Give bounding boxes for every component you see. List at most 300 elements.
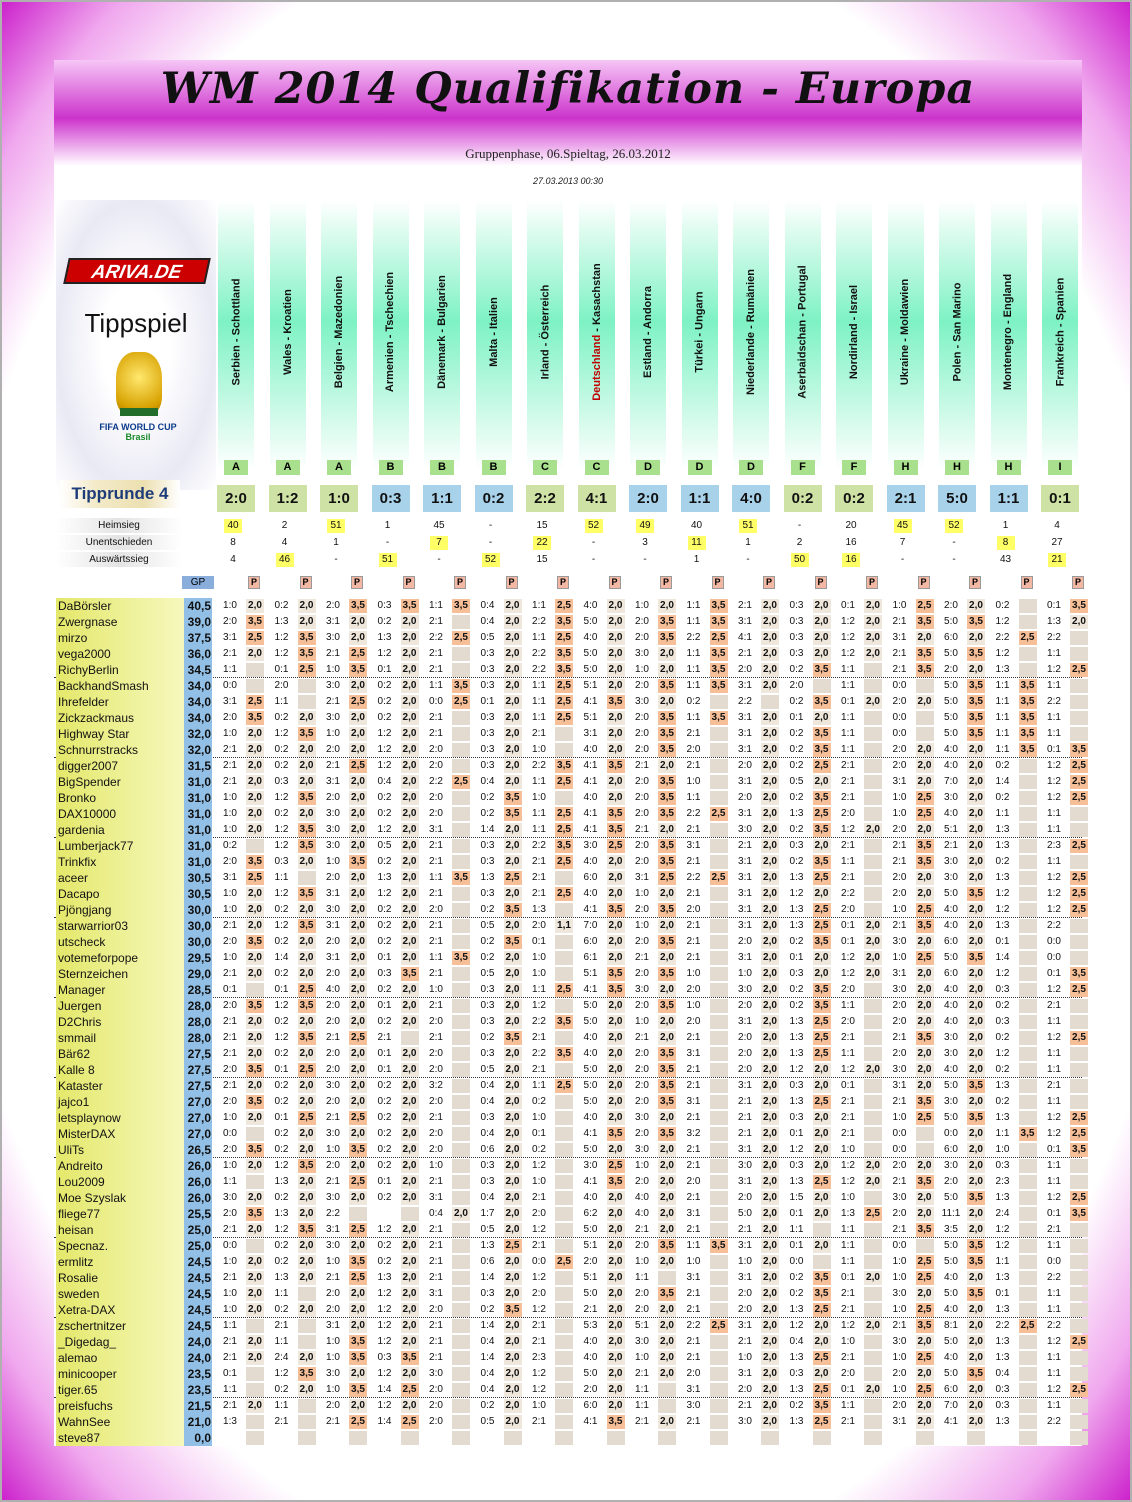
tip-points [710, 1079, 728, 1093]
tip-value: 1:0 [326, 1256, 340, 1267]
tip-points [452, 1415, 470, 1429]
tip-points: 2,0 [401, 1223, 419, 1237]
tip-points: 3,5 [813, 823, 831, 837]
tip-value: 2:1 [635, 760, 649, 771]
tip-value: 0:2 [274, 808, 289, 819]
tip-value: 1:0 [223, 728, 237, 739]
tip-value: 1:1 [1047, 1048, 1061, 1059]
tip-value: 1:0 [532, 1176, 546, 1187]
tip-value: 2:1 [532, 888, 546, 899]
tip-points [555, 871, 573, 885]
tip-value: 0:2 [789, 760, 804, 771]
tip-value: 0:2 [377, 1144, 392, 1155]
tip-points: 2,0 [761, 823, 779, 837]
tip-points: 2,0 [349, 983, 367, 997]
tip-value: 2:0 [635, 632, 649, 643]
tip-points: 2,5 [813, 1047, 831, 1061]
tip-points: 2,5 [916, 1255, 934, 1269]
tip-points: 3,5 [813, 1287, 831, 1301]
player-name: minicooper [56, 1366, 184, 1382]
tip-points [298, 1287, 316, 1301]
tip-value: 0:1 [223, 984, 237, 995]
tip-points: 2,0 [401, 1191, 419, 1205]
tip-points [864, 903, 882, 917]
tip-points: 2,0 [298, 1191, 316, 1205]
tip-value: 1:0 [223, 600, 237, 611]
tip-points [298, 679, 316, 693]
stat-value: 40 [690, 520, 703, 531]
tip-points: 2,0 [246, 791, 264, 805]
stat-value: 51 [739, 519, 757, 533]
tip-value [272, 1431, 292, 1445]
tip-value: 2:1 [841, 1096, 855, 1107]
tip-points [1070, 935, 1088, 949]
tip-points: 2,0 [607, 1351, 625, 1365]
page-subtitle: Gruppenphase, 06.Spieltag, 26.03.2012 [465, 146, 671, 161]
tip-points [1070, 823, 1088, 837]
table-row [54, 1286, 1082, 1302]
tip-value: 2:0 [326, 1288, 340, 1299]
game-name [682, 202, 718, 462]
tip-value: 1:1 [532, 1080, 546, 1091]
tip-points: 2,0 [761, 663, 779, 677]
tip-value: 2:0 [223, 712, 237, 723]
tip-value: 0:3 [480, 1000, 495, 1011]
tip-value: 3:1 [892, 968, 907, 979]
tip-value: 1:1 [995, 728, 1010, 739]
table-row [54, 982, 1086, 998]
tip-points [1070, 1287, 1088, 1301]
tip-value: 1:3 [223, 1416, 237, 1427]
tip-value: 5:0 [944, 1112, 958, 1123]
player-points: 30,5 [184, 870, 212, 886]
tip-value: 2:1 [686, 920, 701, 931]
tip-points: 3,5 [452, 679, 470, 693]
tip-value: 0:2 [274, 744, 289, 755]
tip-points: 3,5 [607, 807, 625, 821]
table-row [54, 1318, 1082, 1334]
tip-points: 2,0 [607, 1031, 625, 1045]
tip-points [1070, 1223, 1088, 1237]
tip-value: 1:2 [841, 952, 855, 963]
tip-points: 3,5 [504, 935, 522, 949]
tip-points [452, 663, 470, 677]
player-name: DAX10000 [56, 806, 184, 822]
tip-points: 2,5 [555, 823, 573, 837]
table-row [54, 870, 1086, 886]
tip-points: 2,0 [504, 743, 522, 757]
tip-value: 4:0 [583, 600, 598, 611]
tip-value: 1:0 [326, 1352, 340, 1363]
tip-points: 2,0 [504, 1335, 522, 1349]
tip-points: 3,5 [349, 663, 367, 677]
table-row [54, 998, 1082, 1014]
tip-points: 2,0 [246, 1351, 264, 1365]
tip-points [401, 1207, 419, 1221]
tip-value: 0:3 [377, 968, 392, 979]
tip-points: 2,5 [349, 1415, 367, 1429]
tip-points: 2,0 [246, 1015, 264, 1029]
tip-value: 3:0 [738, 984, 752, 995]
tip-value: 0:2 [377, 1016, 392, 1027]
tip-value: 3:1 [738, 888, 752, 899]
tip-value: 2:1 [377, 1032, 392, 1043]
tip-points: 1,1 [555, 919, 573, 933]
tip-points: 2,5 [916, 807, 934, 821]
tip-points: 3,5 [452, 951, 470, 965]
stat-value: 52 [585, 519, 603, 533]
tip-value: 3:5 [944, 1224, 958, 1235]
tip-points: 3,5 [555, 647, 573, 661]
tip-points: 2,0 [761, 967, 779, 981]
player-points: 25,0 [184, 1238, 212, 1254]
tip-points: 2,0 [813, 887, 831, 901]
tip-points: 2,0 [967, 599, 985, 613]
tip-value: 0:1 [841, 696, 855, 707]
tip-value: 1:2 [532, 1304, 546, 1315]
tip-points [864, 999, 882, 1013]
tip-points [864, 1031, 882, 1045]
tip-value: 0:2 [789, 824, 804, 835]
tip-points: 2,0 [916, 1367, 934, 1381]
tip-points: 2,0 [761, 1239, 779, 1253]
points-header: P [815, 576, 827, 589]
tip-value: 2:0 [223, 1064, 237, 1075]
tip-points [864, 1431, 882, 1445]
tip-value: 5:0 [583, 1000, 598, 1011]
tip-value: 1:1 [686, 792, 701, 803]
game-column-17 [1042, 200, 1078, 470]
tip-value: 3:0 [326, 1080, 340, 1091]
tip-points: 2,0 [607, 1063, 625, 1077]
tip-points [1019, 887, 1037, 901]
game-title [591, 263, 603, 401]
tip-value: 6:1 [583, 952, 598, 963]
tip-points: 2,0 [607, 1191, 625, 1205]
tip-value: 1:2 [995, 968, 1010, 979]
tip-value: 1:3 [789, 1352, 804, 1363]
tip-points: 2,0 [401, 1159, 419, 1173]
tip-points [710, 1367, 728, 1381]
tip-points [298, 1335, 316, 1349]
table-row [54, 726, 1082, 742]
game-name [321, 202, 357, 462]
tip-points: 2,0 [658, 1207, 676, 1221]
tip-points: 2,0 [761, 759, 779, 773]
tip-value: 3:1 [326, 1224, 340, 1235]
game-name [836, 202, 872, 462]
tip-value: 1:1 [995, 744, 1010, 755]
tip-value: 1:0 [686, 968, 701, 979]
player-name: Specnaz. [56, 1238, 184, 1254]
tip-points: 2,0 [607, 679, 625, 693]
tip-points: 2,0 [246, 903, 264, 917]
tip-points: 3,5 [246, 855, 264, 869]
game-result: 0:2 [475, 485, 513, 512]
tip-points: 2,0 [401, 711, 419, 725]
tip-points [555, 1223, 573, 1237]
table-row [54, 1174, 1082, 1190]
tip-points: 2,0 [349, 1047, 367, 1061]
player-points: 28,0 [184, 998, 212, 1014]
tip-value: 1:1 [1047, 1176, 1061, 1187]
tip-value: 1:2 [995, 648, 1010, 659]
tip-value: 1:0 [892, 600, 907, 611]
tip-value: 3:0 [892, 936, 907, 947]
home-team: Aserbaidschan [796, 319, 809, 399]
tip-points [1019, 647, 1037, 661]
tip-points: 2,0 [504, 1111, 522, 1125]
tip-value: 2:2 [686, 872, 701, 883]
tip-points: 2,0 [349, 871, 367, 885]
tip-value: 0:3 [480, 1176, 495, 1187]
tip-value: 1:2 [995, 888, 1010, 899]
tip-points: 3,5 [813, 983, 831, 997]
game-column-4 [373, 200, 409, 470]
player-points: 30,0 [184, 918, 212, 934]
tip-value: 4:1 [583, 824, 598, 835]
tip-points: 2,0 [967, 1383, 985, 1397]
tip-points [349, 1207, 367, 1221]
tip-value: 2:1 [326, 1272, 340, 1283]
player-points: 27,0 [184, 1126, 212, 1142]
tip-value: 1:1 [1047, 1400, 1061, 1411]
player-name: Trinkfix [56, 854, 184, 870]
tip-value: 0:1 [841, 936, 855, 947]
tip-points: 3,5 [916, 663, 934, 677]
tip-points: 2,5 [813, 1351, 831, 1365]
tip-value: 2:0 [429, 1096, 443, 1107]
points-header: P [969, 576, 981, 589]
tip-value: 6:0 [583, 936, 598, 947]
points-header: P [660, 576, 672, 589]
tip-value: 1:3 [789, 1304, 804, 1315]
tip-points: 3,5 [710, 679, 728, 693]
tip-points [1070, 727, 1088, 741]
home-team: Serbien [230, 345, 242, 386]
tip-value: 2:1 [429, 728, 443, 739]
tip-value: 2:1 [892, 664, 907, 675]
tip-value: 0:2 [789, 856, 804, 867]
game-result: 5:0 [938, 485, 976, 512]
tip-value: 2:1 [429, 1336, 443, 1347]
tip-value: 0:3 [789, 1160, 804, 1171]
tip-points: 2,0 [813, 631, 831, 645]
tip-value: 4:0 [944, 760, 958, 771]
tip-points: 2,5 [349, 695, 367, 709]
player-name: Lumberjack77 [56, 838, 184, 854]
tip-value: 1:1 [635, 1384, 649, 1395]
tip-points: 2,0 [607, 1383, 625, 1397]
tip-value: 2:0 [429, 744, 443, 755]
stat-value: - [488, 537, 493, 548]
tip-points [555, 791, 573, 805]
tip-value: 1:3 [274, 616, 289, 627]
tip-points: 2,0 [349, 679, 367, 693]
tip-points: 2,0 [967, 855, 985, 869]
tip-points [452, 1175, 470, 1189]
tip-points: 3,5 [916, 615, 934, 629]
tip-value: 0:2 [995, 760, 1010, 771]
player-name: BigSpender [56, 774, 184, 790]
tip-value: 1:1 [1047, 1368, 1061, 1379]
tip-value: 1:2 [532, 1000, 546, 1011]
game-title [333, 276, 345, 388]
tip-points: 2,5 [813, 919, 831, 933]
tip-value: 0:5 [480, 920, 495, 931]
player-points: 21,5 [184, 1398, 212, 1414]
tip-value: 2:0 [429, 792, 443, 803]
tip-points: 3,5 [967, 615, 985, 629]
tip-points [1070, 695, 1088, 709]
tip-value [529, 1431, 549, 1445]
tip-points: 2,0 [401, 663, 419, 677]
tip-points [555, 1159, 573, 1173]
tip-value: 1:2 [274, 840, 289, 851]
tip-points: 2,0 [658, 695, 676, 709]
tip-value: 2:1 [686, 936, 701, 947]
tip-points: 2,0 [916, 743, 934, 757]
tip-points: 3,5 [504, 791, 522, 805]
tip-value: 5:0 [944, 680, 958, 691]
tip-points: 2,0 [504, 679, 522, 693]
tip-points [710, 855, 728, 869]
tip-points [555, 1383, 573, 1397]
game-title [539, 285, 551, 380]
tip-value: 2:1 [429, 936, 443, 947]
tip-value: 2:1 [326, 760, 340, 771]
tip-points: 2,0 [607, 1047, 625, 1061]
tip-value: 1:2 [1047, 776, 1061, 787]
game-result: 1:0 [320, 485, 358, 512]
tip-points: 2,5 [555, 775, 573, 789]
tip-value: 2:1 [223, 760, 237, 771]
tip-value: 1:1 [532, 984, 546, 995]
tip-value: 1:3 [995, 920, 1010, 931]
tip-value: 3:1 [892, 1080, 907, 1091]
tip-value: 2:0 [738, 1032, 752, 1043]
tip-points: 2,0 [916, 1159, 934, 1173]
tip-value: 0:1 [841, 600, 855, 611]
tip-value: 1:1 [995, 680, 1010, 691]
tip-value: 2:0 [635, 1064, 649, 1075]
tip-points: 2,0 [967, 823, 985, 837]
game-result: 0:2 [835, 485, 873, 512]
tip-value: 0:3 [789, 968, 804, 979]
tip-value: 1:0 [532, 792, 546, 803]
tip-points: 2,0 [967, 631, 985, 645]
tip-value: 1:2 [377, 1400, 392, 1411]
home-team: Belgien [333, 348, 345, 389]
tip-points [864, 983, 882, 997]
home-team: Deutschland [590, 334, 603, 401]
tip-value: 2:1 [223, 744, 237, 755]
stat-value: 1 [745, 537, 751, 548]
tip-points: 3,5 [1019, 711, 1037, 725]
tip-value: 2:1 [429, 648, 443, 659]
group-letter: B [430, 460, 454, 475]
tip-value: 4:0 [583, 792, 598, 803]
tip-points: 3,5 [349, 1335, 367, 1349]
stat-value: 8 [997, 536, 1015, 550]
tip-points: 2,0 [607, 615, 625, 629]
tip-value: 4:0 [583, 1192, 598, 1203]
game-title [282, 289, 294, 375]
tip-points: 3,5 [658, 775, 676, 789]
stat-value: 27 [1051, 537, 1063, 548]
tip-value: 1:2 [377, 648, 392, 659]
tip-points: 2,0 [967, 983, 985, 997]
tip-points: 2,0 [967, 759, 985, 773]
tip-points: 2,5 [349, 647, 367, 661]
tip-points: 2,0 [298, 711, 316, 725]
tip-value: 2:1 [944, 840, 958, 851]
tip-points [710, 1127, 728, 1141]
page-title: WM 2014 Qualifikation - Europa [160, 64, 976, 114]
player-points: 31,0 [184, 806, 212, 822]
tip-points: 2,0 [298, 615, 316, 629]
tip-points [813, 1431, 831, 1445]
tip-points: 3,5 [607, 983, 625, 997]
tip-points: 2,0 [504, 1047, 522, 1061]
tip-value: 0:1 [377, 1176, 392, 1187]
table-row [54, 662, 1086, 678]
player-name: _Digedag_ [56, 1334, 184, 1350]
tip-value: 2:0 [429, 1128, 443, 1139]
cup-logo-text-brasil: Brasil [125, 432, 151, 442]
tip-points: 2,0 [813, 951, 831, 965]
player-points: 27,5 [184, 1078, 212, 1094]
tip-points: 2,0 [761, 1351, 779, 1365]
tip-points: 2,5 [504, 871, 522, 885]
tip-points [555, 967, 573, 981]
tip-points: 2,0 [401, 1367, 419, 1381]
tip-value: 2:1 [841, 1032, 855, 1043]
tip-value: 2:1 [326, 1176, 340, 1187]
player-points: 31,5 [184, 758, 212, 774]
tip-points: 2,0 [916, 1063, 934, 1077]
tip-value: 3:0 [429, 1368, 443, 1379]
tip-value: 3:1 [738, 728, 752, 739]
tip-value: 2:1 [892, 856, 907, 867]
tip-value: 2:0 [686, 904, 701, 915]
tip-value: 1:3 [995, 1416, 1010, 1427]
tip-points: 2,0 [401, 759, 419, 773]
tip-value: 0:1 [274, 1112, 289, 1123]
tip-value: 2:1 [686, 856, 701, 867]
tip-points: 3,5 [658, 999, 676, 1013]
game-title [745, 269, 757, 395]
tip-points: 2,5 [1070, 1127, 1088, 1141]
tip-points [349, 1431, 367, 1445]
tip-points: 2,0 [349, 823, 367, 837]
tip-value: 2:0 [429, 904, 443, 915]
tip-points [1070, 807, 1088, 821]
tip-points: 2,0 [658, 951, 676, 965]
tip-value: 1:2 [377, 1304, 392, 1315]
tip-value: 1:7 [480, 1208, 495, 1219]
tip-points: 3,5 [555, 1015, 573, 1029]
tip-points: 2,0 [349, 1063, 367, 1077]
tip-points: 3,5 [298, 839, 316, 853]
tip-points: 2,0 [504, 1399, 522, 1413]
tip-points: 2,0 [504, 1079, 522, 1093]
tip-points [246, 1175, 264, 1189]
tip-points: 3,5 [967, 695, 985, 709]
tip-points: 2,5 [813, 807, 831, 821]
player-points: 26,0 [184, 1174, 212, 1190]
tip-value: 1:1 [1047, 1096, 1061, 1107]
